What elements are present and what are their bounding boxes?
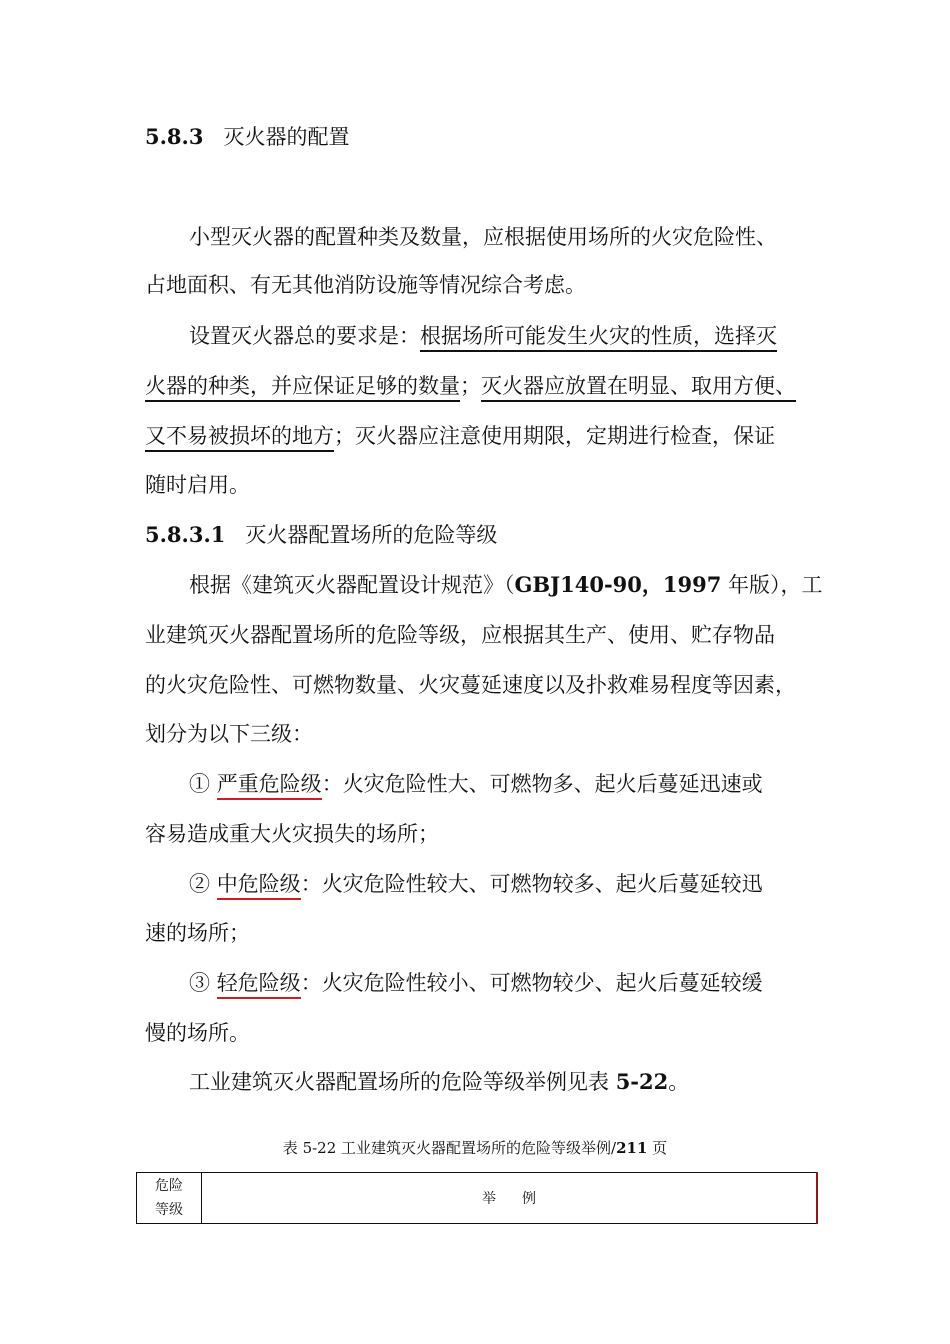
table-caption-text: 表 5-22 工业建筑灭火器配置场所的危险等级举例/	[282, 1139, 617, 1157]
level-1-line-2: 容易造成重大火灾损失的场所；	[145, 822, 439, 846]
section-number: 5.8.3	[145, 124, 204, 149]
level-2-line-1	[189, 869, 763, 899]
requirements-underlined-4: 又不易被损坏的地方	[145, 424, 334, 452]
standard-code: GBJ140-90，1997	[514, 572, 722, 597]
table-caption	[0, 1137, 950, 1159]
level-2-desc: 火灾危险性较大、可燃物较多、起火后蔓延较迅	[321, 872, 763, 896]
requirements-line-4: 随时启用。	[145, 473, 250, 497]
grading-line-1	[189, 570, 823, 600]
level-2-mark: ②	[189, 872, 210, 896]
requirements-underlined-2: 火器的种类，并应保证足够的数量	[145, 374, 460, 402]
level-3-desc: 火灾危险性较小、可燃物较少、起火后蔓延较缓	[321, 971, 763, 995]
header-hazard-level	[137, 1173, 202, 1224]
level-1-mark: ①	[189, 772, 210, 796]
level-3-line-1	[189, 968, 763, 998]
section-title: 灭火器的配置	[223, 125, 350, 149]
level-3-mark: ③	[189, 971, 210, 995]
requirements-line-1	[189, 321, 777, 351]
level-1-sep: ：	[321, 772, 343, 796]
header-examples-char-1: 举	[482, 1191, 496, 1207]
requirements-semicolon: ；	[460, 374, 481, 398]
requirements-line-3	[145, 421, 775, 451]
table-reference-text: 工业建筑灭火器配置场所的危险等级举例见表	[189, 1070, 616, 1094]
subsection-title: 灭火器配置场所的危险等级	[245, 523, 498, 547]
level-2-line-2: 速的场所；	[145, 921, 250, 945]
section-heading	[145, 122, 349, 152]
table-header-row	[137, 1173, 818, 1224]
header-hazard-level-line-2: 等级	[155, 1202, 183, 1218]
grading-line-3: 的火灾危险性、可燃物数量、火灾蔓延速度以及扑救难易程度等因素，	[145, 673, 796, 697]
grading-text-a: 根据《建筑灭火器配置设计规范》（	[189, 573, 515, 597]
requirements-underlined-3: 灭火器应放置在明显、取用方便、	[481, 374, 796, 402]
header-examples-char-2: 例	[522, 1191, 536, 1207]
requirements-underlined-1: 根据场所可能发生火灾的性质，选择灭	[420, 324, 777, 352]
subsection-heading	[145, 520, 497, 550]
level-3-sep: ：	[300, 971, 322, 995]
level-2-name: 中危险级	[217, 872, 301, 900]
table-reference-line	[189, 1067, 689, 1097]
requirements-line-2	[145, 371, 796, 401]
table-caption-suffix: 页	[647, 1139, 668, 1157]
table-reference-end: 。	[668, 1070, 690, 1094]
level-3-line-2: 慢的场所。	[145, 1021, 250, 1045]
requirements-tail: ；灭火器应注意使用期限，定期进行检查，保证	[334, 424, 775, 448]
grading-text-c: 年版），工	[721, 573, 823, 597]
requirements-lead: 设置灭火器总的要求是：	[189, 324, 420, 348]
table-caption-page: 211	[616, 1139, 648, 1157]
level-1-line-1	[189, 769, 763, 799]
header-hazard-level-line-1: 危险	[155, 1178, 183, 1194]
intro-line-1: 小型灭火器的配置种类及数量，应根据使用场所的火灾危险性、	[189, 225, 777, 249]
hazard-level-table	[136, 1172, 818, 1224]
subsection-number: 5.8.3.1	[145, 522, 226, 547]
table-reference-number: 5-22	[615, 1069, 669, 1094]
level-2-sep: ：	[300, 872, 322, 896]
level-1-desc: 火灾危险性大、可燃物多、起火后蔓延迅速或	[342, 772, 763, 796]
level-3-name: 轻危险级	[217, 971, 301, 999]
grading-line-2: 业建筑灭火器配置场所的危险等级，应根据其生产、使用、贮存物品	[145, 623, 775, 647]
level-1-name: 严重危险级	[217, 772, 322, 800]
header-examples	[202, 1173, 818, 1224]
grading-line-4: 划分为以下三级：	[145, 722, 313, 746]
intro-line-2: 占地面积、有无其他消防设施等情况综合考虑。	[145, 273, 586, 297]
